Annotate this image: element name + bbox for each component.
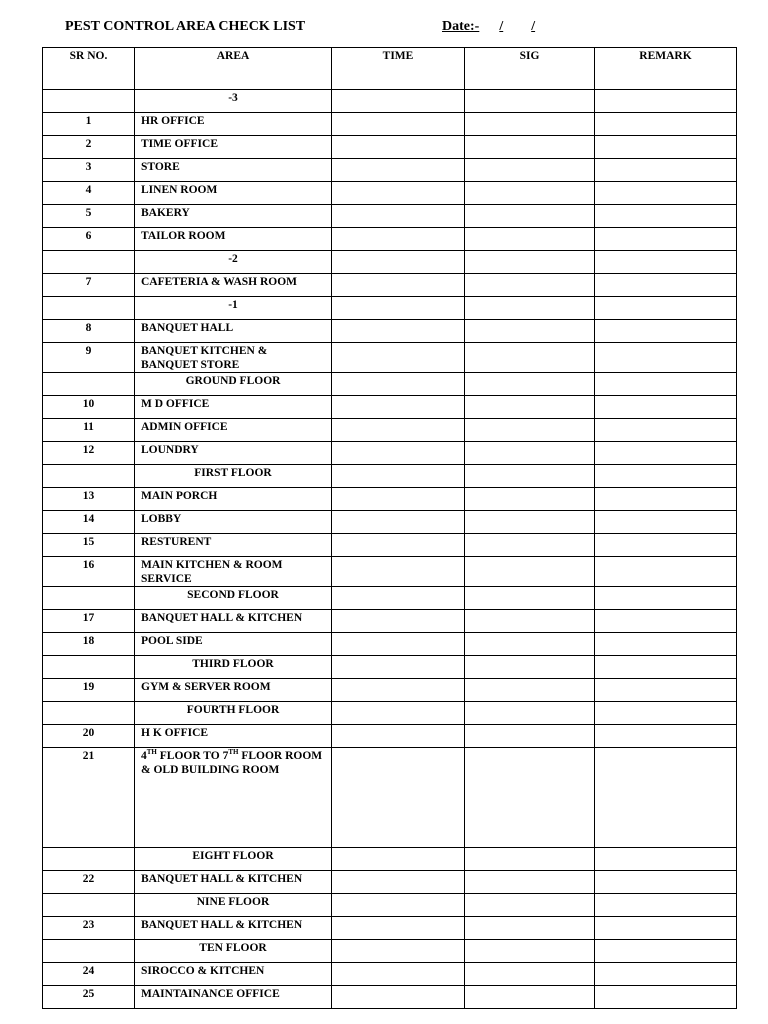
sig-cell[interactable] (465, 442, 595, 465)
sr-cell (43, 702, 135, 725)
checklist-table (42, 47, 737, 1009)
sig-cell[interactable] (465, 917, 595, 940)
column-header-sig: SIG (465, 48, 595, 90)
floor-section-row (43, 90, 737, 113)
table-row (43, 534, 737, 557)
sr-cell: 1 (43, 113, 135, 136)
checklist-body (43, 90, 737, 1009)
sr-cell: 2 (43, 136, 135, 159)
area-cell: STORE (135, 159, 332, 182)
sig-cell[interactable] (465, 373, 595, 396)
area-cell: GYM & SERVER ROOM (135, 679, 332, 702)
remark-cell[interactable] (595, 587, 737, 610)
floor-label: FIRST FLOOR (135, 465, 332, 488)
column-header-time: TIME (332, 48, 465, 90)
remark-cell[interactable] (595, 182, 737, 205)
sr-cell (43, 297, 135, 320)
sr-cell (43, 90, 135, 113)
time-cell[interactable] (332, 848, 465, 871)
remark-cell[interactable] (595, 894, 737, 917)
time-cell[interactable] (332, 534, 465, 557)
sig-cell[interactable] (465, 587, 595, 610)
area-cell: BANQUET HALL & KITCHEN (135, 917, 332, 940)
time-cell[interactable] (332, 343, 465, 373)
area-cell: BAKERY (135, 205, 332, 228)
floor-section-row (43, 373, 737, 396)
sr-cell: 5 (43, 205, 135, 228)
sig-cell[interactable] (465, 610, 595, 633)
area-cell: MAIN KITCHEN & ROOM SERVICE (135, 557, 332, 587)
sig-cell[interactable] (465, 633, 595, 656)
sr-cell: 13 (43, 488, 135, 511)
floor-section-row (43, 251, 737, 274)
time-cell[interactable] (332, 396, 465, 419)
remark-cell[interactable] (595, 373, 737, 396)
remark-cell[interactable] (595, 511, 737, 534)
floor-label: -2 (135, 251, 332, 274)
time-cell[interactable] (332, 274, 465, 297)
time-cell[interactable] (332, 488, 465, 511)
sig-cell[interactable] (465, 297, 595, 320)
floor-section-row (43, 702, 737, 725)
time-cell[interactable] (332, 159, 465, 182)
floor-label: EIGHT FLOOR (135, 848, 332, 871)
sig-cell[interactable] (465, 182, 595, 205)
sig-cell[interactable] (465, 963, 595, 986)
remark-cell[interactable] (595, 986, 737, 1009)
time-cell[interactable] (332, 656, 465, 679)
remark-cell[interactable] (595, 205, 737, 228)
sr-cell: 14 (43, 511, 135, 534)
sr-cell (43, 894, 135, 917)
sr-cell: 9 (43, 343, 135, 373)
time-cell[interactable] (332, 297, 465, 320)
sig-cell[interactable] (465, 159, 595, 182)
sr-cell: 23 (43, 917, 135, 940)
area-cell: M D OFFICE (135, 396, 332, 419)
area-cell: BANQUET KITCHEN & BANQUET STORE (135, 343, 332, 373)
sr-cell: 19 (43, 679, 135, 702)
table-row (43, 633, 737, 656)
floor-label: NINE FLOOR (135, 894, 332, 917)
sr-cell (43, 848, 135, 871)
area-cell: 4TH FLOOR TO 7TH FLOOR ROOM & OLD BUILDING ROOM (135, 748, 332, 848)
sr-cell: 22 (43, 871, 135, 894)
table-row (43, 557, 737, 587)
remark-cell[interactable] (595, 656, 737, 679)
time-cell[interactable] (332, 633, 465, 656)
remark-cell[interactable] (595, 940, 737, 963)
sr-cell (43, 587, 135, 610)
table-row (43, 963, 737, 986)
table-row (43, 159, 737, 182)
time-cell[interactable] (332, 748, 465, 848)
sr-cell: 10 (43, 396, 135, 419)
sr-cell (43, 940, 135, 963)
time-cell[interactable] (332, 113, 465, 136)
table-row (43, 136, 737, 159)
sig-cell[interactable] (465, 228, 595, 251)
time-cell[interactable] (332, 419, 465, 442)
area-cell: SIROCCO & KITCHEN (135, 963, 332, 986)
area-cell: BANQUET HALL & KITCHEN (135, 610, 332, 633)
sr-cell: 12 (43, 442, 135, 465)
floor-label: THIRD FLOOR (135, 656, 332, 679)
floor-section-row (43, 940, 737, 963)
sig-cell[interactable] (465, 656, 595, 679)
sig-cell[interactable] (465, 679, 595, 702)
sr-cell: 4 (43, 182, 135, 205)
time-cell[interactable] (332, 917, 465, 940)
remark-cell[interactable] (595, 488, 737, 511)
sr-cell (43, 465, 135, 488)
sr-cell: 6 (43, 228, 135, 251)
area-cell: TAILOR ROOM (135, 228, 332, 251)
remark-cell[interactable] (595, 113, 737, 136)
floor-section-row (43, 656, 737, 679)
floor-label: FOURTH FLOOR (135, 702, 332, 725)
remark-cell[interactable] (595, 917, 737, 940)
area-cell: BANQUET HALL & KITCHEN (135, 871, 332, 894)
table-row (43, 917, 737, 940)
time-cell[interactable] (332, 373, 465, 396)
sig-cell[interactable] (465, 848, 595, 871)
remark-cell[interactable] (595, 396, 737, 419)
time-cell[interactable] (332, 702, 465, 725)
table-row (43, 871, 737, 894)
table-row (43, 343, 737, 373)
table-row (43, 113, 737, 136)
remark-cell[interactable] (595, 534, 737, 557)
time-cell[interactable] (332, 986, 465, 1009)
sig-cell[interactable] (465, 113, 595, 136)
time-cell[interactable] (332, 940, 465, 963)
remark-cell[interactable] (595, 963, 737, 986)
sr-cell (43, 656, 135, 679)
sig-cell[interactable] (465, 986, 595, 1009)
sig-cell[interactable] (465, 894, 595, 917)
table-row (43, 725, 737, 748)
time-cell[interactable] (332, 90, 465, 113)
table-header-row (43, 48, 737, 90)
table-row (43, 228, 737, 251)
floor-section-row (43, 297, 737, 320)
area-cell: LINEN ROOM (135, 182, 332, 205)
sr-cell: 18 (43, 633, 135, 656)
time-cell[interactable] (332, 725, 465, 748)
sr-cell: 3 (43, 159, 135, 182)
sig-cell[interactable] (465, 557, 595, 587)
time-cell[interactable] (332, 894, 465, 917)
remark-cell[interactable] (595, 228, 737, 251)
remark-cell[interactable] (595, 90, 737, 113)
sr-cell (43, 373, 135, 396)
sig-cell[interactable] (465, 534, 595, 557)
floor-label: TEN FLOOR (135, 940, 332, 963)
table-row (43, 679, 737, 702)
area-cell: HR OFFICE (135, 113, 332, 136)
table-row (43, 274, 737, 297)
remark-cell[interactable] (595, 748, 737, 848)
sig-cell[interactable] (465, 702, 595, 725)
date-separator-1: / (499, 19, 504, 34)
area-cell: MAINTAINANCE OFFICE (135, 986, 332, 1009)
time-cell[interactable] (332, 182, 465, 205)
table-row (43, 182, 737, 205)
sig-cell[interactable] (465, 136, 595, 159)
sig-cell[interactable] (465, 725, 595, 748)
time-cell[interactable] (332, 251, 465, 274)
sig-cell[interactable] (465, 251, 595, 274)
remark-cell[interactable] (595, 702, 737, 725)
area-cell: LOBBY (135, 511, 332, 534)
remark-cell[interactable] (595, 725, 737, 748)
sr-cell: 16 (43, 557, 135, 587)
time-cell[interactable] (332, 871, 465, 894)
column-header-remark: REMARK (595, 48, 737, 90)
time-cell[interactable] (332, 511, 465, 534)
time-cell[interactable] (332, 205, 465, 228)
sig-cell[interactable] (465, 488, 595, 511)
table-row (43, 748, 737, 848)
remark-cell[interactable] (595, 633, 737, 656)
remark-cell[interactable] (595, 343, 737, 373)
sig-cell[interactable] (465, 90, 595, 113)
sr-cell: 20 (43, 725, 135, 748)
floor-label: -3 (135, 90, 332, 113)
table-row (43, 396, 737, 419)
floor-section-row (43, 848, 737, 871)
sr-cell: 24 (43, 963, 135, 986)
sig-cell[interactable] (465, 396, 595, 419)
sr-cell (43, 251, 135, 274)
remark-cell[interactable] (595, 679, 737, 702)
remark-cell[interactable] (595, 848, 737, 871)
sig-cell[interactable] (465, 419, 595, 442)
sr-cell: 21 (43, 748, 135, 848)
remark-cell[interactable] (595, 871, 737, 894)
sig-cell[interactable] (465, 205, 595, 228)
remark-cell[interactable] (595, 419, 737, 442)
time-cell[interactable] (332, 136, 465, 159)
date-label: Date:- (442, 19, 480, 34)
document-title: PEST CONTROL AREA CHECK LIST (65, 19, 306, 34)
remark-cell[interactable] (595, 159, 737, 182)
area-cell: H K OFFICE (135, 725, 332, 748)
remark-cell[interactable] (595, 251, 737, 274)
remark-cell[interactable] (595, 442, 737, 465)
sig-cell[interactable] (465, 511, 595, 534)
sr-cell: 15 (43, 534, 135, 557)
area-cell: TIME OFFICE (135, 136, 332, 159)
time-cell[interactable] (332, 442, 465, 465)
sig-cell[interactable] (465, 871, 595, 894)
sig-cell[interactable] (465, 940, 595, 963)
table-row (43, 511, 737, 534)
table-row (43, 205, 737, 228)
area-cell: RESTURENT (135, 534, 332, 557)
table-row (43, 419, 737, 442)
area-cell: BANQUET HALL (135, 320, 332, 343)
time-cell[interactable] (332, 963, 465, 986)
table-row (43, 488, 737, 511)
column-header-sr: SR NO. (43, 48, 135, 90)
time-cell[interactable] (332, 610, 465, 633)
area-cell: LOUNDRY (135, 442, 332, 465)
area-cell: POOL SIDE (135, 633, 332, 656)
sig-cell[interactable] (465, 748, 595, 848)
table-row (43, 610, 737, 633)
sr-cell: 8 (43, 320, 135, 343)
area-cell: MAIN PORCH (135, 488, 332, 511)
floor-label: SECOND FLOOR (135, 587, 332, 610)
time-cell[interactable] (332, 557, 465, 587)
time-cell[interactable] (332, 320, 465, 343)
table-row (43, 320, 737, 343)
remark-cell[interactable] (595, 136, 737, 159)
remark-cell[interactable] (595, 610, 737, 633)
area-cell: ADMIN OFFICE (135, 419, 332, 442)
floor-section-row (43, 465, 737, 488)
date-separator-2: / (531, 19, 536, 34)
remark-cell[interactable] (595, 297, 737, 320)
remark-cell[interactable] (595, 557, 737, 587)
time-cell[interactable] (332, 465, 465, 488)
sig-cell[interactable] (465, 274, 595, 297)
floor-section-row (43, 894, 737, 917)
column-header-area: AREA (135, 48, 332, 90)
floor-section-row (43, 587, 737, 610)
sig-cell[interactable] (465, 343, 595, 373)
table-row (43, 442, 737, 465)
time-cell[interactable] (332, 679, 465, 702)
sr-cell: 11 (43, 419, 135, 442)
time-cell[interactable] (332, 228, 465, 251)
remark-cell[interactable] (595, 465, 737, 488)
sig-cell[interactable] (465, 320, 595, 343)
table-row (43, 986, 737, 1009)
document-header (0, 19, 768, 37)
area-cell: CAFETERIA & WASH ROOM (135, 274, 332, 297)
floor-label: GROUND FLOOR (135, 373, 332, 396)
remark-cell[interactable] (595, 274, 737, 297)
sr-cell: 7 (43, 274, 135, 297)
time-cell[interactable] (332, 587, 465, 610)
sr-cell: 25 (43, 986, 135, 1009)
date-field[interactable] (442, 19, 535, 35)
sig-cell[interactable] (465, 465, 595, 488)
remark-cell[interactable] (595, 320, 737, 343)
sr-cell: 17 (43, 610, 135, 633)
floor-label: -1 (135, 297, 332, 320)
